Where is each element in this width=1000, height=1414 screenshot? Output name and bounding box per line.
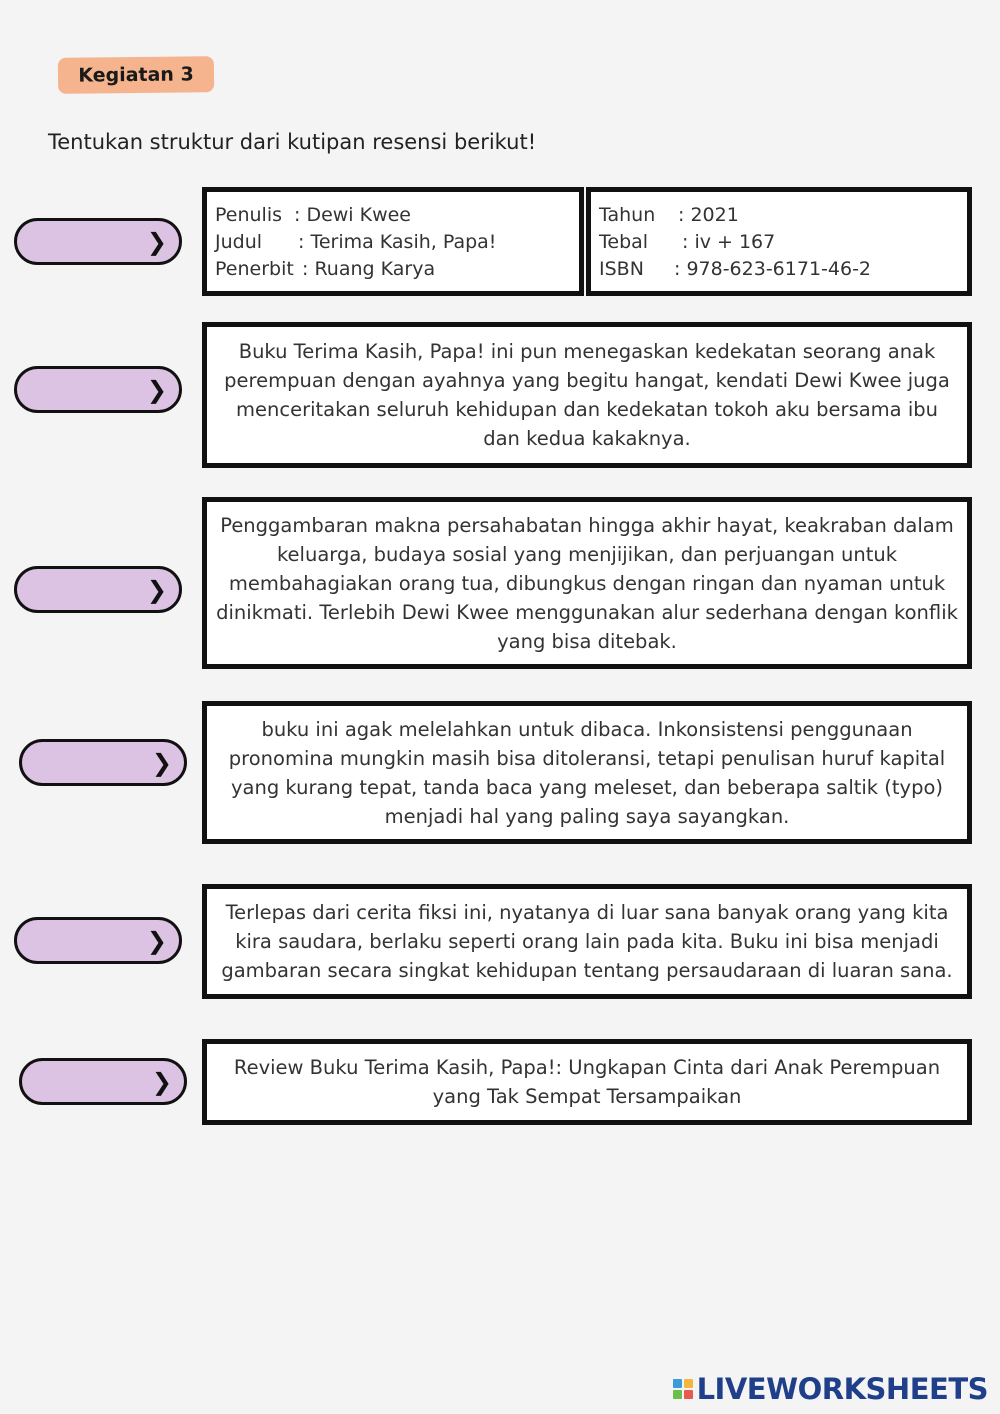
identity-label: Penulis [215,204,283,226]
identity-box-right [586,187,972,296]
identity-row [215,229,571,256]
identity-value: : iv + 167 [682,231,776,253]
chevron-right-icon: ❯ [151,748,172,777]
identity-label: Penerbit [215,258,294,280]
identity-value: : 978-623-6171-46-2 [674,258,872,280]
identity-value: : Terima Kasih, Papa! [298,231,497,253]
identity-row [599,202,959,229]
activity-badge-label: Kegiatan 3 [78,63,194,87]
identity-label: Tahun [599,204,656,226]
logo-mark-icon [673,1379,693,1399]
identity-value: : Ruang Karya [302,258,436,280]
answer-dropdown-3[interactable] [14,566,182,613]
excerpt-box-6 [202,1039,972,1125]
identity-box-left [202,187,584,296]
excerpt-box-5 [202,884,972,999]
identity-value: : Dewi Kwee [294,204,411,226]
excerpt-text: Penggambaran makna persahabatan hingga akhir hayat, keakraban dalam keluarga, budaya sosial yang menjijikan, dan perjuangan untuk membahagiakan orang tua, dibungkus dengan ringan dan nyaman untuk dinikmati. Terlebih Dewi Kwee menggunakan alur sederhana dengan konflik yang bisa ditebak. [216,513,958,653]
excerpt-box-4 [202,701,972,844]
answer-dropdown-4[interactable] [19,739,187,786]
excerpt-text: buku ini agak melelahkan untuk dibaca. Inkonsistensi penggunaan pronomina mungkin masih bisa ditoleransi, tetapi penulisan huruf kapital yang kurang tepat, tanda baca yang meleset, dan beberapa saltik (typo) menjadi hal yang paling saya sayangkan. [228,717,946,828]
liveworksheets-logo [673,1372,988,1406]
identity-label: ISBN [599,258,644,280]
chevron-right-icon: ❯ [146,926,167,955]
answer-dropdown-1[interactable] [14,218,182,265]
answer-dropdown-5[interactable] [14,917,182,964]
identity-row [215,202,571,229]
identity-value: : 2021 [678,204,739,226]
chevron-right-icon: ❯ [146,575,167,604]
identity-label: Tebal [599,231,649,253]
excerpt-box-2 [202,322,972,468]
instruction-text: Tentukan struktur dari kutipan resensi berikut! [48,130,537,154]
excerpt-text: Review Buku Terima Kasih, Papa!: Ungkapan Cinta dari Anak Perempuan yang Tak Sempat Tersampaikan [233,1056,941,1108]
chevron-right-icon: ❯ [151,1067,172,1096]
excerpt-box-3 [202,497,972,669]
identity-label: Judul [215,231,263,253]
excerpt-text: Buku Terima Kasih, Papa! ini pun menegaskan kedekatan seorang anak perempuan dengan ayahnya yang begitu hangat, kendati Dewi Kwee juga menceritakan seluruh kehidupan dan kedekatan tokoh aku bersama ibu dan kedua kakaknya. [224,340,950,450]
chevron-right-icon: ❯ [146,227,167,256]
excerpt-text: Terlepas dari cerita fiksi ini, nyatanya di luar sana banyak orang yang kita kira saudara, berlaku seperti orang lain pada kita. Buku ini bisa menjadi gambaran secara singkat kehidupan tentang persaudaraan di luaran sana. [221,901,953,982]
answer-dropdown-2[interactable] [14,366,182,413]
logo-text: LIVEWORKSHEETS [696,1372,988,1406]
identity-row [599,229,959,256]
identity-row [599,256,959,283]
identity-row [215,256,571,283]
chevron-right-icon: ❯ [146,375,167,404]
answer-dropdown-6[interactable] [19,1058,187,1105]
activity-badge [58,56,214,94]
